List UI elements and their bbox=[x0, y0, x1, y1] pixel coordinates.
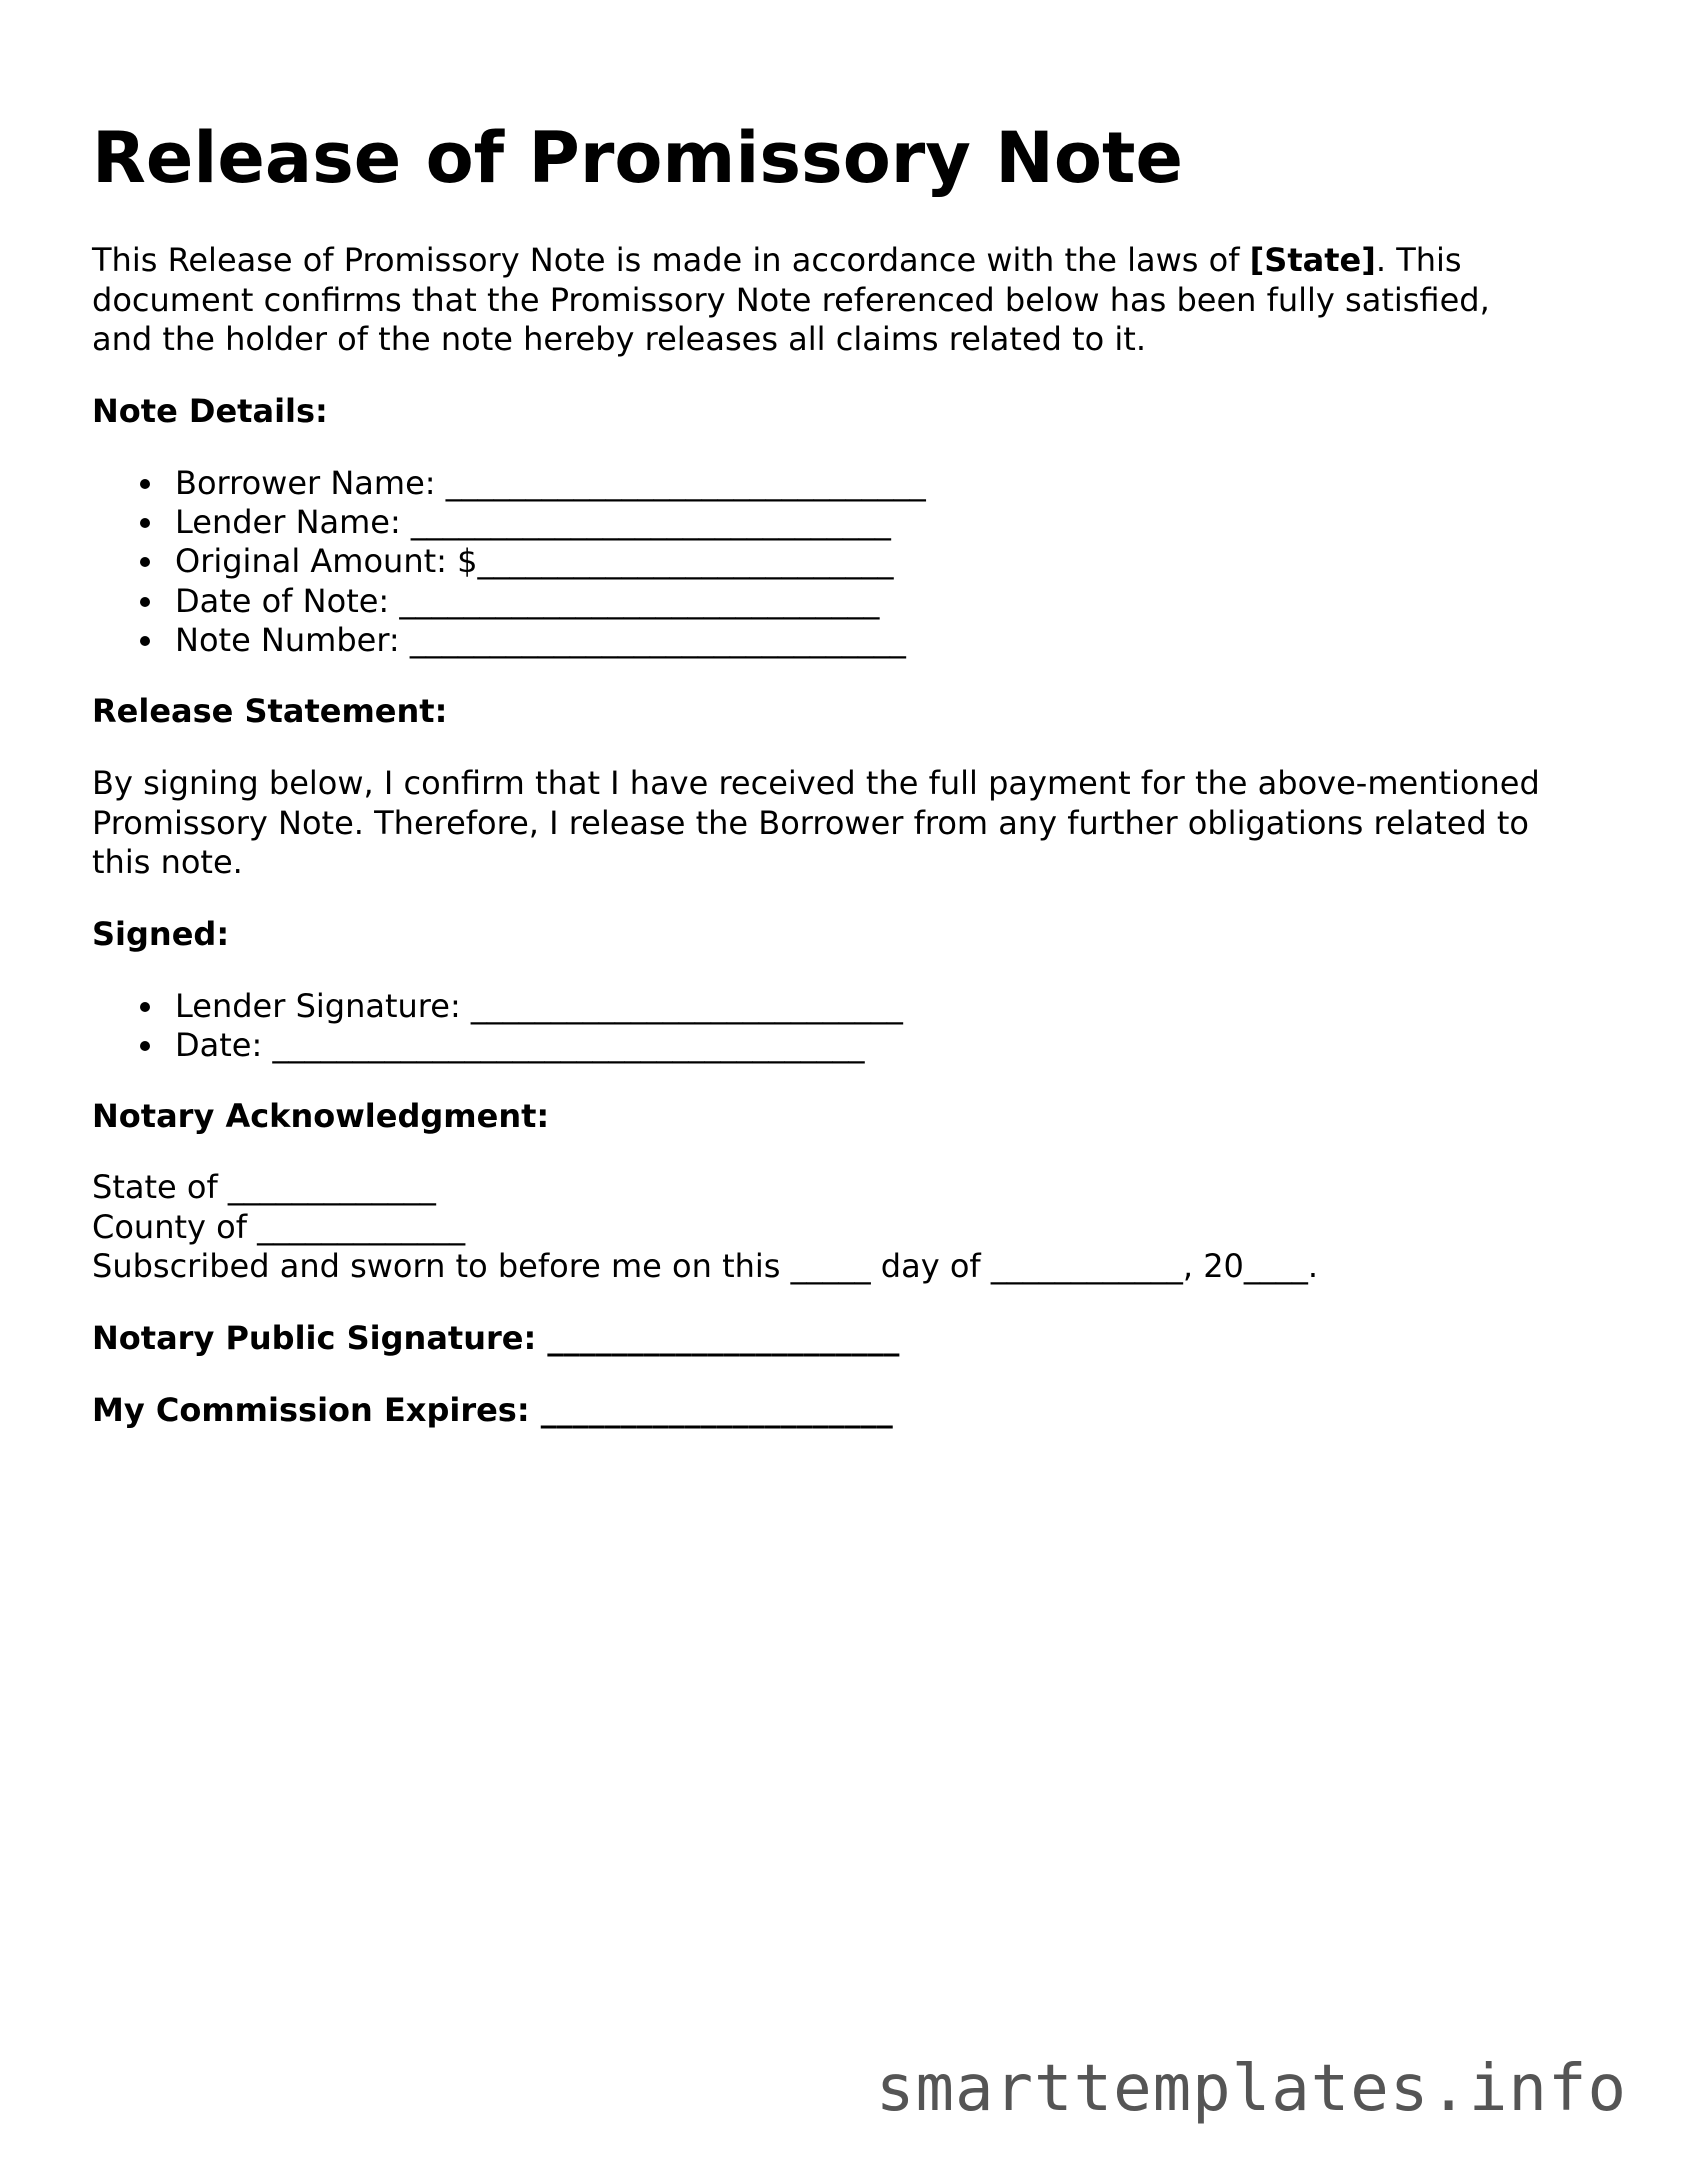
signed-heading: Signed: bbox=[92, 915, 230, 953]
note-details-list bbox=[92, 464, 926, 660]
intro-line-1-prefix: This Release of Promissory Note is made in accordance with the laws of bbox=[92, 241, 1250, 279]
notary-block bbox=[92, 1168, 1318, 1287]
release-line-3: this note. bbox=[92, 843, 243, 881]
watermark-text: smarttemplates.info bbox=[875, 2052, 1627, 2126]
borrower-name-field: Borrower Name: ______________________________ bbox=[92, 464, 926, 503]
signed-list bbox=[92, 987, 903, 1065]
release-statement-paragraph bbox=[92, 764, 1612, 883]
note-number-field: Note Number: _______________________________ bbox=[92, 621, 926, 660]
state-placeholder: [State] bbox=[1249, 241, 1376, 279]
notary-county-line: County of _____________ bbox=[92, 1207, 466, 1246]
intro-paragraph bbox=[92, 241, 1612, 360]
intro-line-3: and the holder of the note hereby releases all claims related to it. bbox=[92, 320, 1146, 358]
commission-expires-line: My Commission Expires: ______________________ bbox=[92, 1391, 893, 1429]
notary-state-line: State of _____________ bbox=[92, 1168, 436, 1206]
release-line-2: Promissory Note. Therefore, I release the Borrower from any further obligations related to bbox=[92, 803, 1529, 842]
signed-date-field: Date: _____________________________________ bbox=[92, 1026, 903, 1065]
original-amount-field: Original Amount: $__________________________ bbox=[92, 542, 926, 581]
notary-heading: Notary Acknowledgment: bbox=[92, 1097, 550, 1135]
lender-signature-field: Lender Signature: ___________________________ bbox=[92, 987, 903, 1026]
intro-line-1 bbox=[92, 241, 1612, 281]
document-title: Release of Promissory Note bbox=[92, 117, 1183, 199]
notary-sworn-line: Subscribed and sworn to before me on this _____ day of ____________, 20____. bbox=[92, 1247, 1319, 1285]
release-line-1: By signing below, I confirm that I have received the full payment for the above-mentioned bbox=[92, 764, 1540, 802]
lender-name-field: Lender Name: ______________________________ bbox=[92, 503, 926, 542]
date-of-note-field: Date of Note: ______________________________ bbox=[92, 582, 926, 621]
note-details-heading: Note Details: bbox=[92, 392, 328, 430]
notary-public-signature-line: Notary Public Signature: ______________________ bbox=[92, 1319, 900, 1357]
intro-line-2: document confirms that the Promissory Note referenced below has been fully satisfied, bbox=[92, 280, 1490, 319]
release-statement-heading: Release Statement: bbox=[92, 692, 448, 730]
intro-line-1-suffix: . This bbox=[1375, 241, 1462, 279]
